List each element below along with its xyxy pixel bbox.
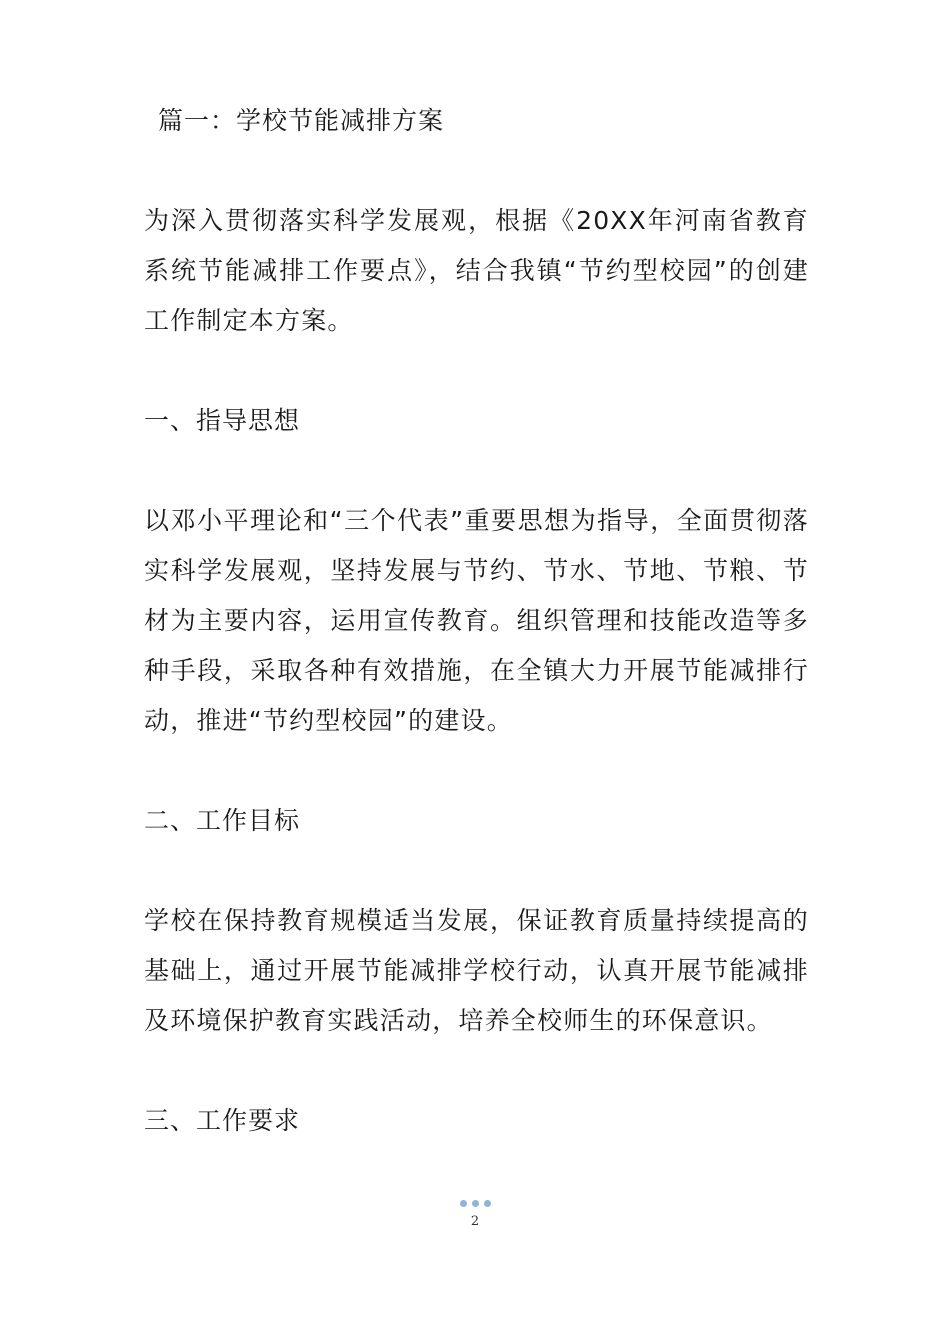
section-body-guiding-ideology: 以邓小平理论和“三个代表”重要思想为指导，全面贯彻落实科学发展观，坚持发展与节约、节水、节地、节粮、节材为主要内容，运用宣传教育。组织管理和技能改造等多种手段，采取各种有效措施，在全镇大力开展节能减排行动，推进“节约型校园”的建设。	[144, 506, 809, 735]
section-heading-guiding-ideology: 一、指导思想	[144, 406, 301, 435]
dot-icon	[484, 1200, 491, 1207]
intro-paragraph: 为深入贯彻落实科学发展观，根据《20XX年河南省教育系统节能减排工作要点》，结合我镇“节约型校园”的创建工作制定本方案。	[144, 206, 809, 335]
section-heading-work-requirements: 三、工作要求	[144, 1106, 301, 1135]
dot-icon	[460, 1200, 467, 1207]
page-number: 2	[470, 1214, 480, 1229]
document-title: 篇一：学校节能减排方案	[158, 106, 445, 135]
footer-dots-icon	[0, 1198, 950, 1208]
section-body-work-goals: 学校在保持教育规模适当发展，保证教育质量持续提高的基础上，通过开展节能减排学校行动，认真开展节能减排及环境保护教育实践活动，培养全校师生的环保意识。	[144, 906, 809, 1035]
dot-icon	[472, 1200, 479, 1207]
document-content	[144, 96, 809, 1196]
page-footer	[0, 1198, 950, 1229]
section-heading-work-goals: 二、工作目标	[144, 806, 301, 835]
